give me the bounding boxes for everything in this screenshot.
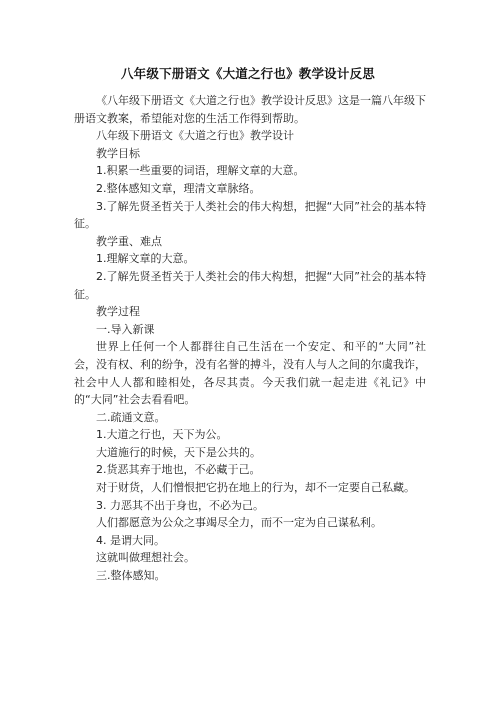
objectives-heading: 教学目标 <box>96 146 140 160</box>
objective-item: 2.整体感知文章，理清文章脉络。 <box>96 181 261 195</box>
translation-line: 人们都愿意为公众之事竭尽全力，而不一定为自己谋私利。 <box>96 516 382 530</box>
process-heading: 教学过程 <box>96 305 140 319</box>
translation-line: 这就叫做理想社会。 <box>96 551 195 565</box>
key-points-heading: 教学重、难点 <box>96 234 162 248</box>
translation-line: 对于财货，人们憎恨把它扔在地上的行为，却不一定要自己私藏。 <box>96 481 415 495</box>
document-title: 八年级下册语文《大道之行也》教学设计反思 <box>120 66 375 81</box>
translation-line: 大道施行的时候，天下是公共的。 <box>96 445 261 459</box>
objective-item: 3.了解先贤圣哲关于人类社会的伟大构想，把握“大同”社会的基本特征。 <box>74 199 426 231</box>
key-point-item: 2.了解先贤圣哲关于人类社会的伟大构想，把握“大同”社会的基本特征。 <box>74 269 426 301</box>
original-text-line: 2.货恶其弃于地也，不必藏于己。 <box>96 463 261 477</box>
intro-paragraph: 《八年级下册语文《大道之行也》教学设计反思》这是一篇八年级下册语文教案，希望能对您的生活工作得到帮助。 <box>74 94 426 125</box>
objective-item: 1.积累一些重要的词语，理解文章的大意。 <box>96 164 305 178</box>
original-text-line: 3. 力恶其不出于身也，不必为己。 <box>96 498 264 512</box>
lesson-plan-heading: 八年级下册语文《大道之行也》教学设计 <box>96 129 294 143</box>
section-heading: 一.导入新课 <box>96 322 155 336</box>
introduction-paragraph: 世界上任何一个人都群往自己生活在一个安定、和平的“大同”社会，没有权、利的纷争，没有名誉的搏斗，没有人与人之间的尔虞我诈，社会中人人都和睦相处，各尽其责。今天我们就一起走进《礼记》中的“大同”社会去看看吧。 <box>74 340 426 407</box>
section-heading: 二.疏通文意。 <box>96 410 166 424</box>
original-text-line: 1.大道之行也，天下为公。 <box>96 428 228 442</box>
original-text-line: 4. 是谓大同。 <box>96 533 165 547</box>
section-heading: 三.整体感知。 <box>96 569 166 583</box>
document-body <box>74 92 426 585</box>
key-point-item: 1.理解文章的大意。 <box>96 252 195 266</box>
